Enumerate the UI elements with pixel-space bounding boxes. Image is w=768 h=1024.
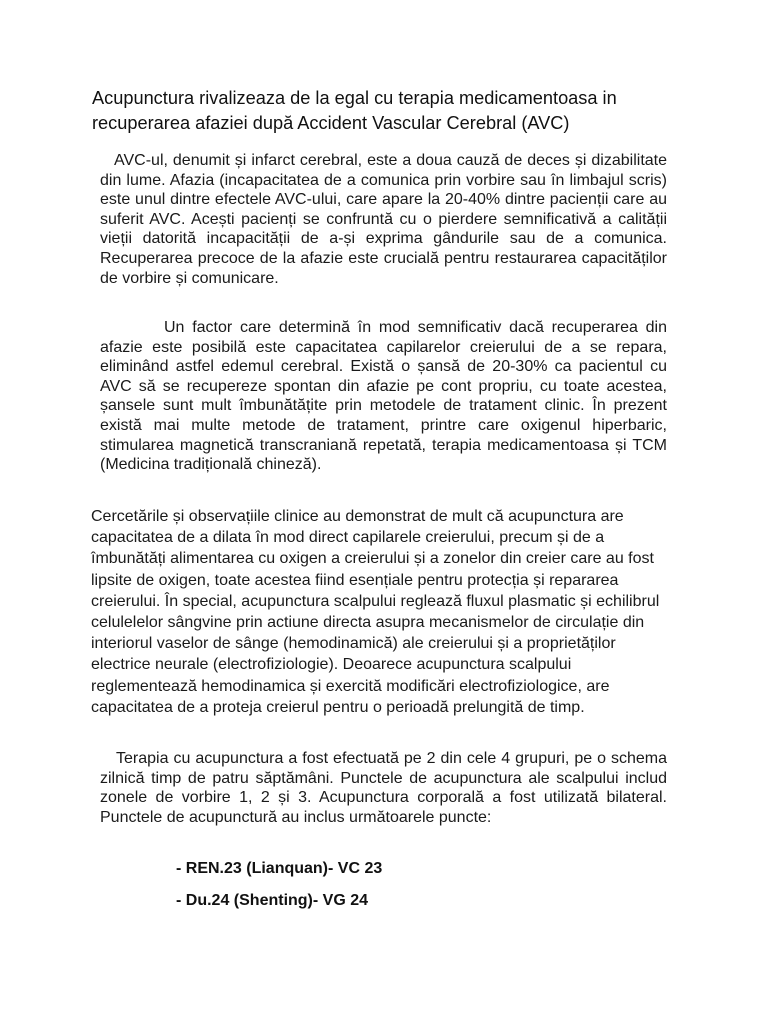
document-title: Acupunctura rivalizeaza de la egal cu terapia medicamentoasa in recuperarea afaziei după Accident Vascular Cerebral (AVC)	[92, 88, 617, 133]
acupuncture-point-item: - REN.23 (Lianquan)- VC 23	[176, 860, 383, 877]
paragraph-clinical-research: Cercetările și observațiile clinice au demonstrat de mult că acupunctura are capacitatea de a dilata în mod direct capilarele creierului, precum și de a îmbunătăți alimentarea cu oxigen a creierului și a zonelor din creier care au fost lipsite de oxigen, toate acestea fiind esențiale pentru protecția și repararea creierului. În special, acupunctura scalpului reglează fluxul plasmatic și echilibrul celulelelor sângvine prin actiune directa asupra mecanismelor de circulație din interiorul vaselor de sânge (hemodinamică) ale creierului și a proprietăților electrice neurale (electrofiziologie). Deoarece acupunctura scalpului reglementează hemodinamica și exercită modificări electrofiziologice, are capacitatea de a proteja creierul pentru o perioadă prelungită de timp.	[91, 508, 660, 716]
acupuncture-point-item: - Du.24 (Shenting)- VG 24	[176, 892, 369, 909]
paragraph-therapy-protocol: Terapia cu acupunctura a fost efectuată pe 2 din cele 4 grupuri, pe o schema zilnică timp de patru săptămâni. Punctele de acupunctura ale scalpului includ zonele de vorbire 1, 2 și 3. Acupunctura corporală a fost utilizată bilateral. Punctele de acupunctură au inclus următoarele puncte:	[100, 750, 667, 826]
paragraph-recovery-factor: Un factor care determină în mod semnificativ dacă recuperarea din afazie este posibilă este capacitatea capilarelor creierului de a se repara, eliminând astfel edemul cerebral. Există o șansă de 20-30% ca pacientul cu AVC să se recupereze spontan din afazie pe cont propriu, cu toate acestea, șansele sunt mult îmbunătățite prin metodele de tratament clinic. În prezent există mai multe metode de tratament, printre care oxigenul hiperbaric, stimularea magnetică transcraniană repetată, terapia medicamentoasa și TCM (Medicina tradițională chineză).	[100, 319, 667, 474]
paragraph-avc-intro: AVC-ul, denumit și infarct cerebral, este a doua cauză de deces și dizabilitate din lume. Afazia (incapacitatea de a comunica prin vorbire sau în limbajul scris) este unul dintre efectele AVC-ului, care apare la 20-40% dintre pacienții care au suferit AVC. Acești pacienți se confruntă cu o pierdere semnificativă a calității vieții datorită incapacității de a-și exprima gândurile sau de a comunica. Recuperarea precoce de la afazie este crucială pentru restaurarea capacităților de vorbire și comunicare.	[100, 152, 667, 287]
